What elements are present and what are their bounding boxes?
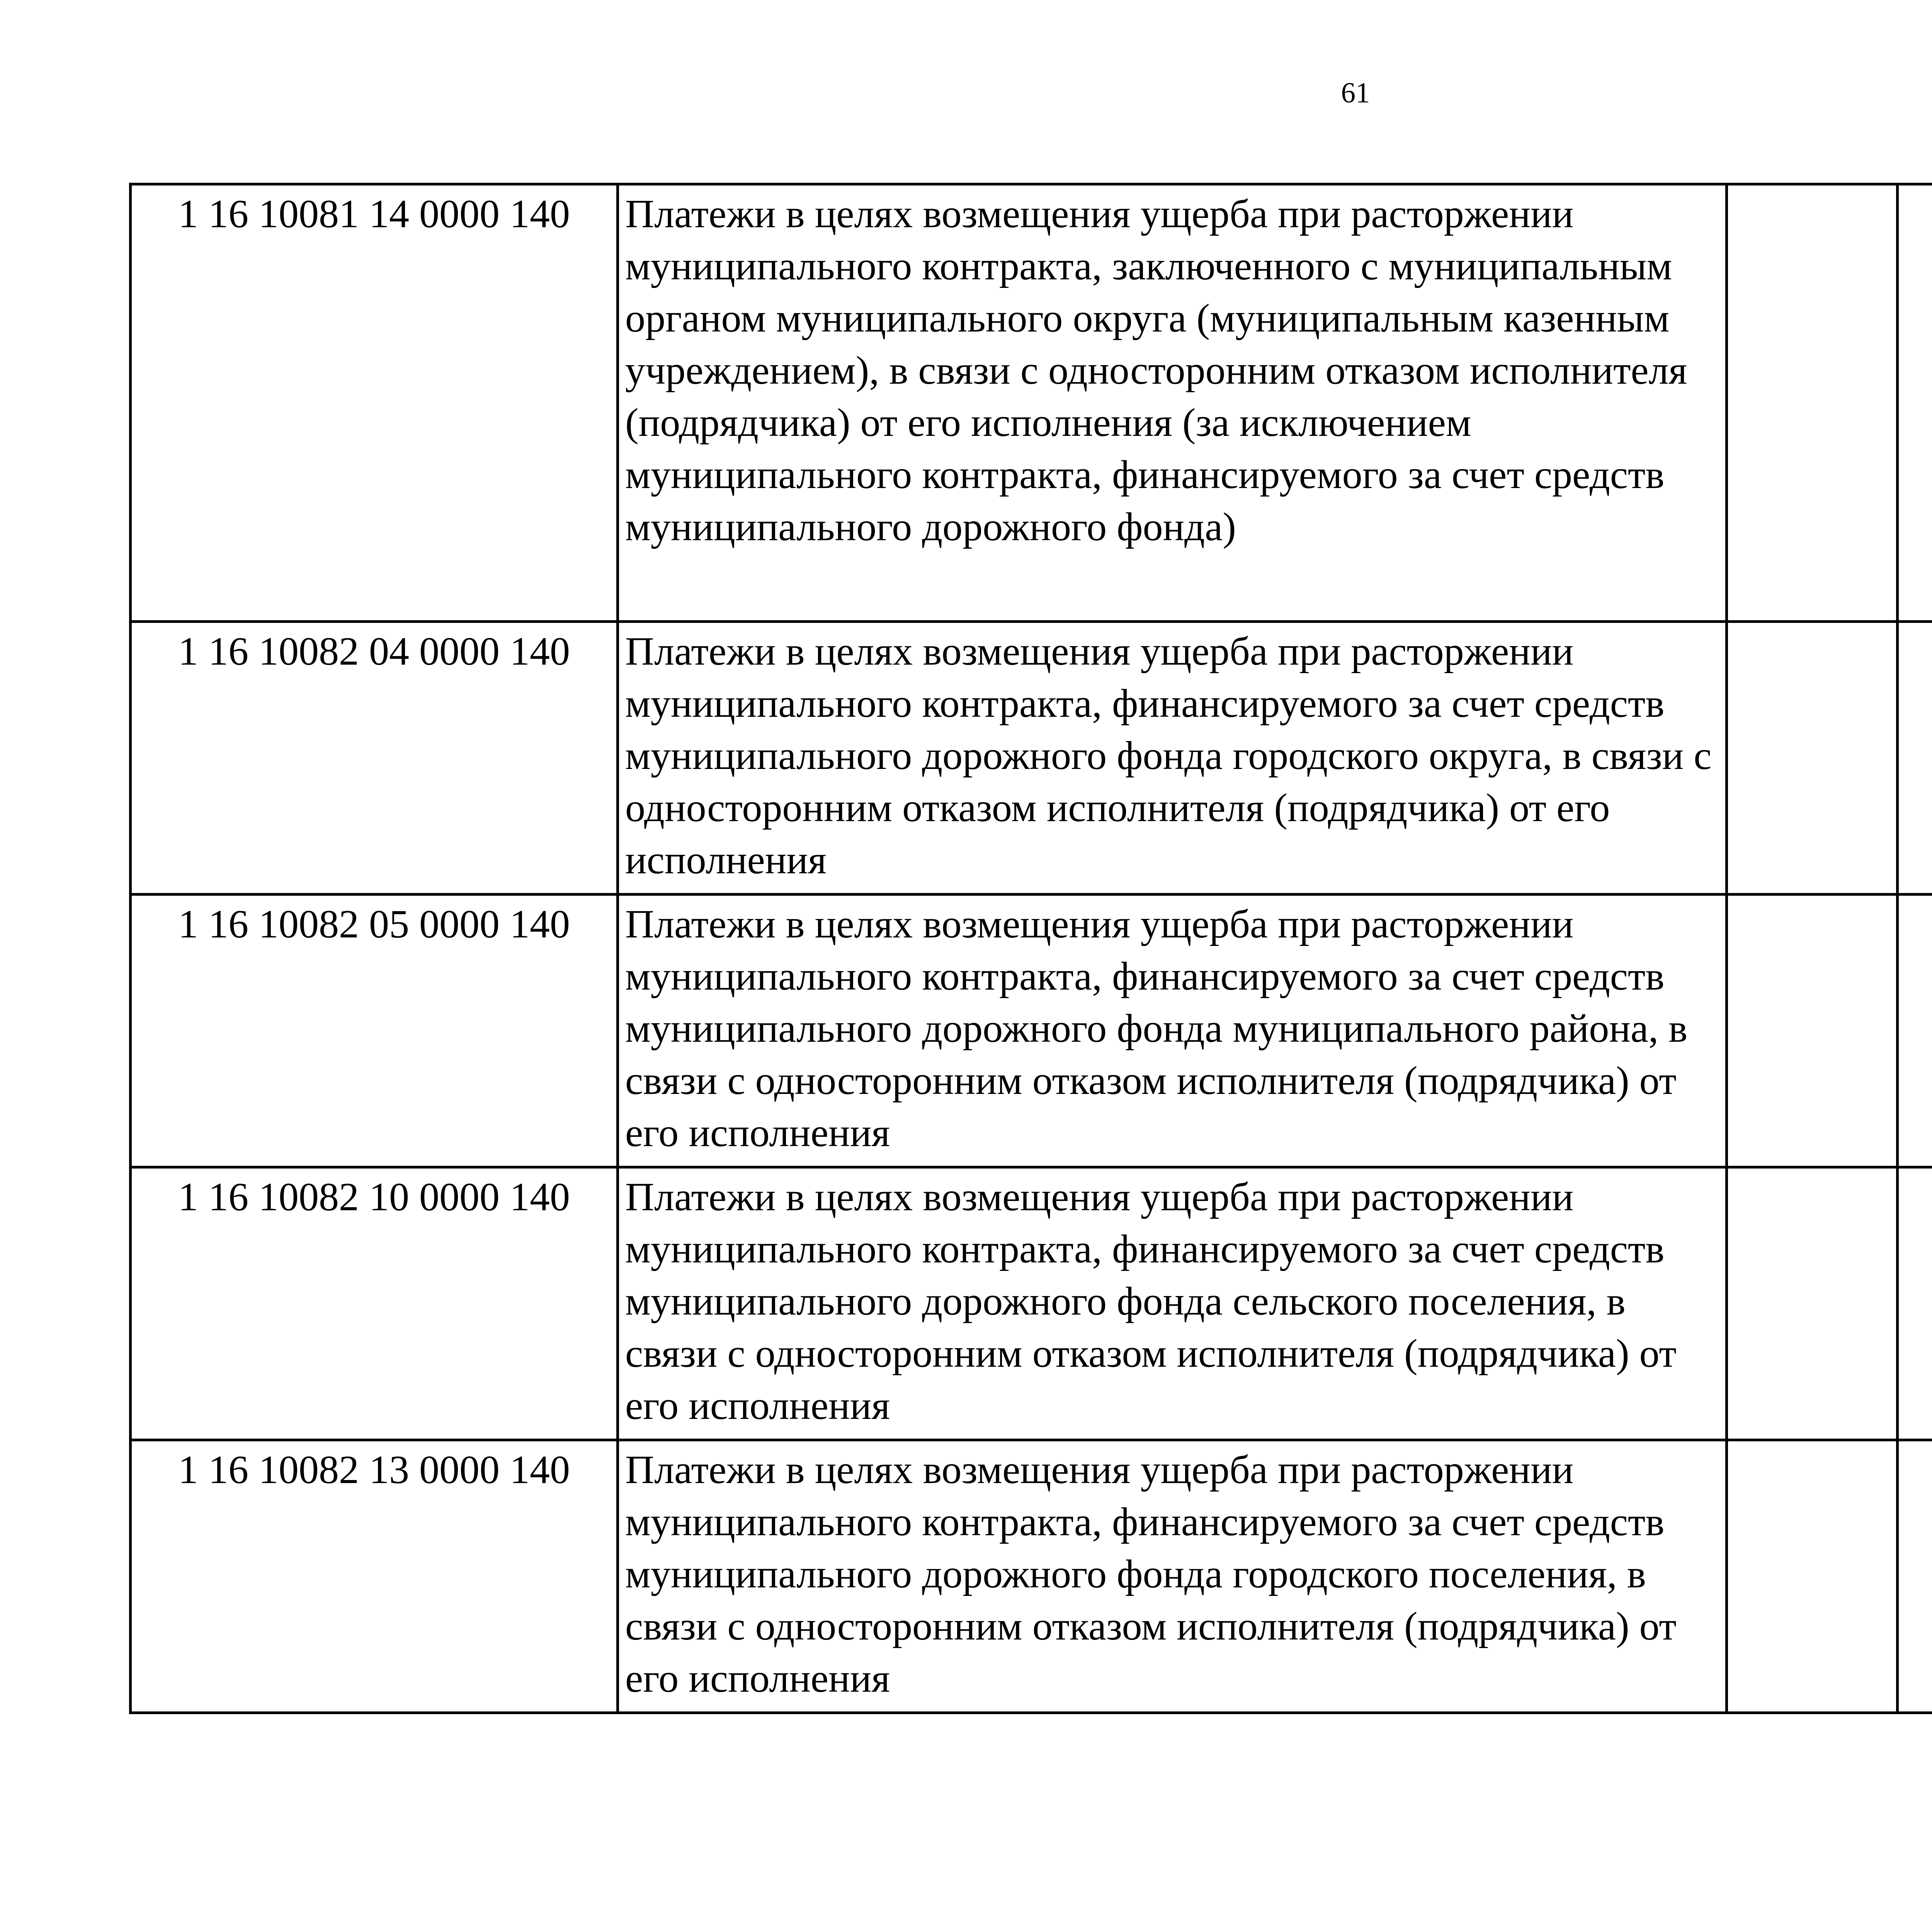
value-cell <box>1727 622 1898 895</box>
description-cell: Платежи в целях возмещения ущерба при расторжении муниципального контракта, заключенного с муниципальным органом муниципального округа (муниципальным казенным учреждением), в связи с односторонним отказом исполнителя (подрядчика) от его исполнения (за исключением муниципального контракта, финансируемого за счет средств муниципального дорожного фонда) <box>618 184 1727 622</box>
value-cell <box>1727 895 1898 1167</box>
revenue-code-cell: 1 16 10082 13 0000 140 <box>131 1440 618 1713</box>
revenue-code-cell: 1 16 10081 14 0000 140 <box>131 184 618 622</box>
value-cell <box>1727 1440 1898 1713</box>
value-cell <box>1727 1167 1898 1440</box>
description-cell: Платежи в целях возмещения ущерба при расторжении муниципального контракта, финансируемого за счет средств муниципального дорожного фонда городского округа, в связи с односторонним отказом исполнителя (подрядчика) от его исполнения <box>618 622 1727 895</box>
table-row <box>131 1440 1932 1713</box>
table-row <box>131 1167 1932 1440</box>
description-cell: Платежи в целях возмещения ущерба при расторжении муниципального контракта, финансируемого за счет средств муниципального дорожного фонда сельского поселения, в связи с односторонним отказом исполнителя (подрядчика) от его исполнения <box>618 1167 1727 1440</box>
revenue-code-cell: 1 16 10082 10 0000 140 <box>131 1167 618 1440</box>
revenue-code-cell: 1 16 10082 05 0000 140 <box>131 895 618 1167</box>
value-cell <box>1898 184 1932 622</box>
revenue-code-table <box>129 183 1932 1714</box>
description-cell: Платежи в целях возмещения ущерба при расторжении муниципального контракта, финансируемого за счет средств муниципального дорожного фонда муниципального района, в связи с односторонним отказом исполнителя (подрядчика) от его исполнения <box>618 895 1727 1167</box>
table-row <box>131 895 1932 1167</box>
table-row <box>131 622 1932 895</box>
value-cell <box>1898 622 1932 895</box>
table-row <box>131 184 1932 622</box>
value-cell <box>1898 1167 1932 1440</box>
revenue-code-cell: 1 16 10082 04 0000 140 <box>131 622 618 895</box>
description-cell: Платежи в целях возмещения ущерба при расторжении муниципального контракта, финансируемого за счет средств муниципального дорожного фонда городского поселения, в связи с односторонним отказом исполнителя (подрядчика) от его исполнения <box>618 1440 1727 1713</box>
value-cell <box>1898 1440 1932 1713</box>
value-cell <box>1727 184 1898 622</box>
page-number: 61 <box>1341 77 1370 109</box>
value-cell <box>1898 895 1932 1167</box>
